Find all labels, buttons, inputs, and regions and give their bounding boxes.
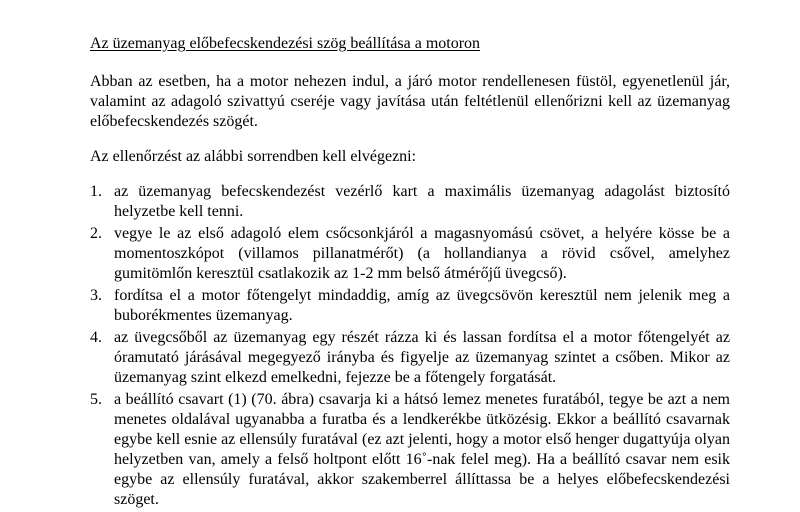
document-title: Az üzemanyag előbefecskendezési szög beállítása a motoron xyxy=(90,35,481,52)
step-text: a beállító csavart (1) (70. ábra) csavarja ki a hátsó lemez menetes furatából, tegye be azt a nem menetes oldalával ugyanabba a furatba és a lendkerékbe ütközésig. Ekkor a beállító csavarnak egybe kell esnie az ellensúly furatával (ez azt jelenti, hogy a motor első henger dugattyúja olyan helyzetben van, amely a felső holtpont előtt 16˚-nak felel meg). Ha a beállító csavar nem esik egybe az ellensúly furatával, akkor szakemberrel állíttassa be a helyes előbefecskendezési szöget. xyxy=(114,391,730,508)
step-number: 3. xyxy=(90,287,102,304)
step-item xyxy=(90,224,730,284)
step-item xyxy=(90,182,730,222)
step-item xyxy=(90,328,730,388)
step-text: az üzemanyag befecskendezést vezérlő kart a maximális üzemanyag adagolást biztosító helyzetbe kell tenni. xyxy=(114,183,730,220)
step-text: fordítsa el a motor főtengelyt mindaddig, amíg az üvegcsövön keresztül nem jelenik meg a buborékmentes üzemanyag. xyxy=(114,287,730,324)
step-number: 1. xyxy=(90,183,102,200)
step-number: 4. xyxy=(90,329,102,346)
step-text: vegye le az első adagoló elem csőcsonkjáról a magasnyomású csövet, a helyére kösse be a momentoszkópot (villamos pillanatmérőt) (a hollandianya a rövid csővel, amelyhez gumitömlőn keresztül csatlakozik az 1-2 mm belső átmérőjű üvegcső). xyxy=(114,225,730,282)
steps-list xyxy=(90,182,730,512)
step-number: 5. xyxy=(90,391,102,408)
step-item xyxy=(90,286,730,326)
intro-paragraph: Abban az esetben, ha a motor nehezen indul, a járó motor rendellenesen füstöl, egyenetlenül jár, valamint az adagoló szivattyú cseréje vagy javítása után feltétlenül ellenőrizni kell az üzemanyag előbefecskendezés szögét. xyxy=(90,73,730,130)
lead-paragraph: Az ellenőrzést az alábbi sorrendben kell elvégezni: xyxy=(90,148,417,165)
step-number: 2. xyxy=(90,225,102,242)
step-item xyxy=(90,390,730,510)
step-text: az üvegcsőből az üzemanyag egy részét rázza ki és lassan fordítsa el a motor főtengelyét az óramutató járásával megegyező irányba és figyelje az üzemanyag szintet a csőben. Mikor az üzemanyag szint elkezd emelkedni, fejezze be a főtengely forgatását. xyxy=(114,329,730,386)
